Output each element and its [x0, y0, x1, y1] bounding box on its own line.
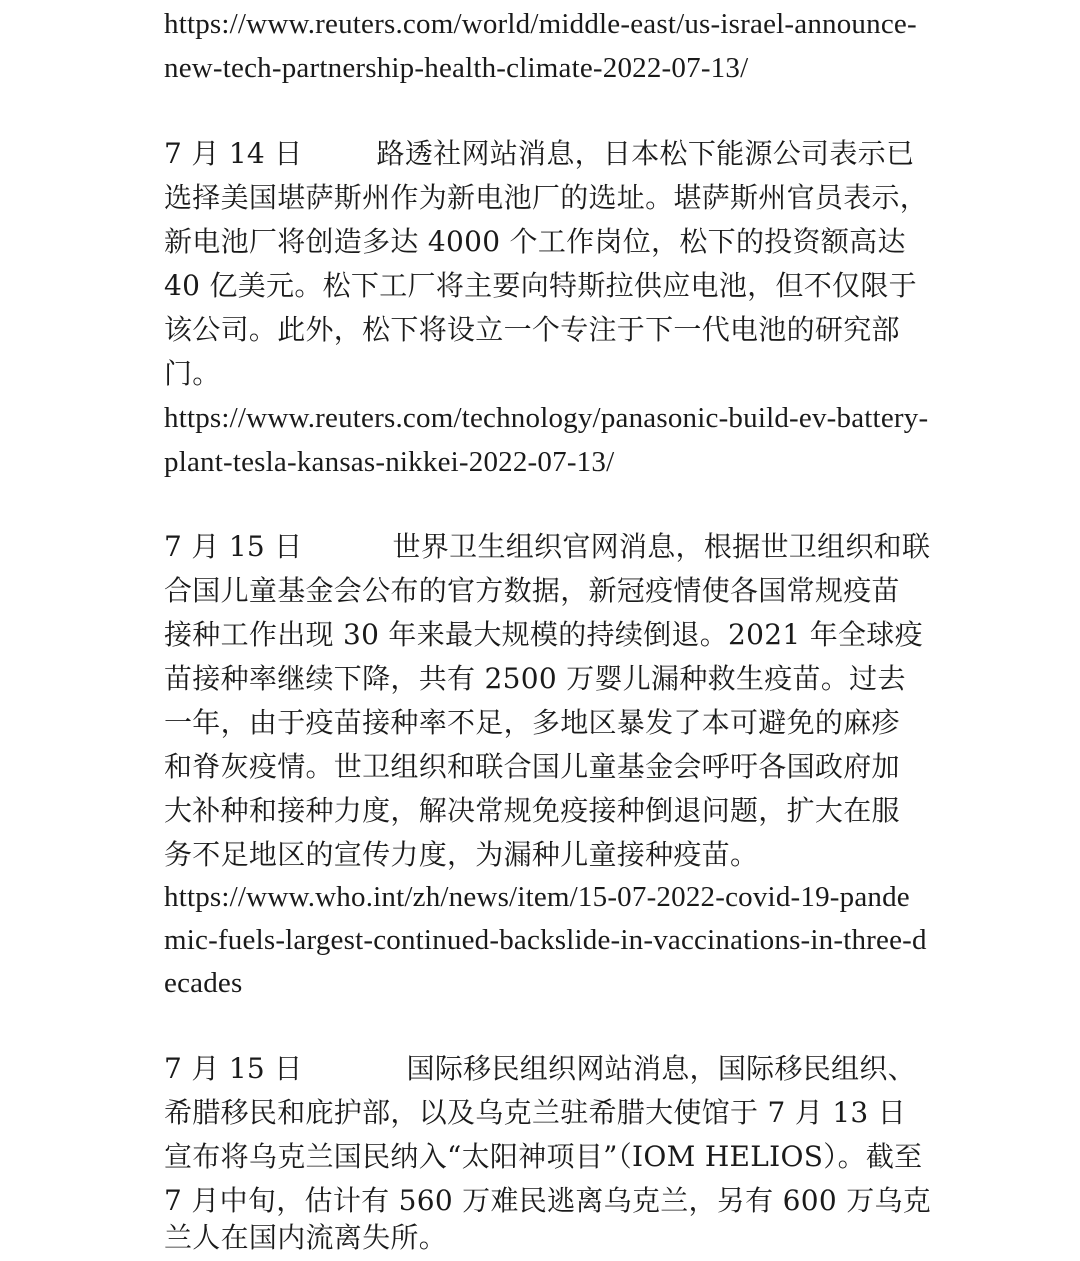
- entry-date: 7 月 14 日: [164, 137, 303, 170]
- entry-date: 7 月 15 日: [164, 530, 303, 563]
- news-entry-first-line: [164, 1047, 924, 1091]
- source-url-line[interactable]: mic-fuels-largest-continued-backslide-in-vaccinations-in-three-d: [164, 924, 927, 956]
- entry-text-line: 合国儿童基金会公布的官方数据，新冠疫情使各国常规疫苗: [164, 574, 900, 607]
- entry-text-line: 务不足地区的宣传力度，为漏种儿童接种疫苗。: [164, 838, 759, 871]
- source-url-line[interactable]: https://www.who.int/zh/news/item/15-07-2022-covid-19-pande: [164, 881, 910, 913]
- entry-text-line: 和脊灰疫情。世卫组织和联合国儿童基金会呼吁各国政府加: [164, 750, 900, 783]
- entry-text-line: 该公司。此外，松下将设立一个专注于下一代电池的研究部: [164, 313, 900, 346]
- news-entry-first-line: [164, 132, 924, 176]
- entry-text-line: 40 亿美元。松下工厂将主要向特斯拉供应电池，但不仅限于: [164, 269, 917, 302]
- entry-text-line: 选择美国堪萨斯州作为新电池厂的选址。堪萨斯州官员表示，: [164, 181, 929, 214]
- entry-text-line: 接种工作出现 30 年来最大规模的持续倒退。2021 年全球疫: [164, 618, 923, 651]
- entry-date: 7 月 15 日: [164, 1052, 303, 1085]
- entry-text-line: 门。: [164, 357, 221, 390]
- source-url-line[interactable]: new-tech-partnership-health-climate-2022-07-13/: [164, 52, 749, 84]
- news-entry-first-line: [164, 525, 931, 569]
- entry-text: 路透社网站消息，日本松下能源公司表示已: [376, 137, 915, 170]
- entry-text-line: 兰人在国内流离失所。: [164, 1221, 448, 1254]
- entry-text-line: 7 月中旬，估计有 560 万难民逃离乌克兰，另有 600 万乌克: [164, 1184, 932, 1217]
- entry-text-line: 宣布将乌克兰国民纳入“太阳神项目”（IOM HELIOS）。截至: [164, 1140, 923, 1173]
- source-url-line[interactable]: https://www.reuters.com/technology/panasonic-build-ev-battery-: [164, 402, 929, 434]
- entry-text-line: 一年，由于疫苗接种率不足，多地区暴发了本可避免的麻疹: [164, 706, 900, 739]
- entry-text-line: 希腊移民和庇护部，以及乌克兰驻希腊大使馆于 7 月 13 日: [164, 1096, 907, 1129]
- entry-text: 世界卫生组织官网消息，根据世卫组织和联: [392, 530, 931, 563]
- source-url-line[interactable]: plant-tesla-kansas-nikkei-2022-07-13/: [164, 446, 615, 478]
- entry-text-line: 大补种和接种力度，解决常规免疫接种倒退问题，扩大在服: [164, 794, 900, 827]
- entry-text-line: 苗接种率继续下降，共有 2500 万婴儿漏种救生疫苗。过去: [164, 662, 906, 695]
- entry-text-line: 新电池厂将创造多达 4000 个工作岗位，松下的投资额高达: [164, 225, 906, 258]
- source-url-line[interactable]: ecades: [164, 967, 243, 999]
- source-url-line[interactable]: https://www.reuters.com/world/middle-east/us-israel-announce-: [164, 8, 917, 40]
- entry-text: 国际移民组织网站消息，国际移民组织、: [406, 1052, 916, 1085]
